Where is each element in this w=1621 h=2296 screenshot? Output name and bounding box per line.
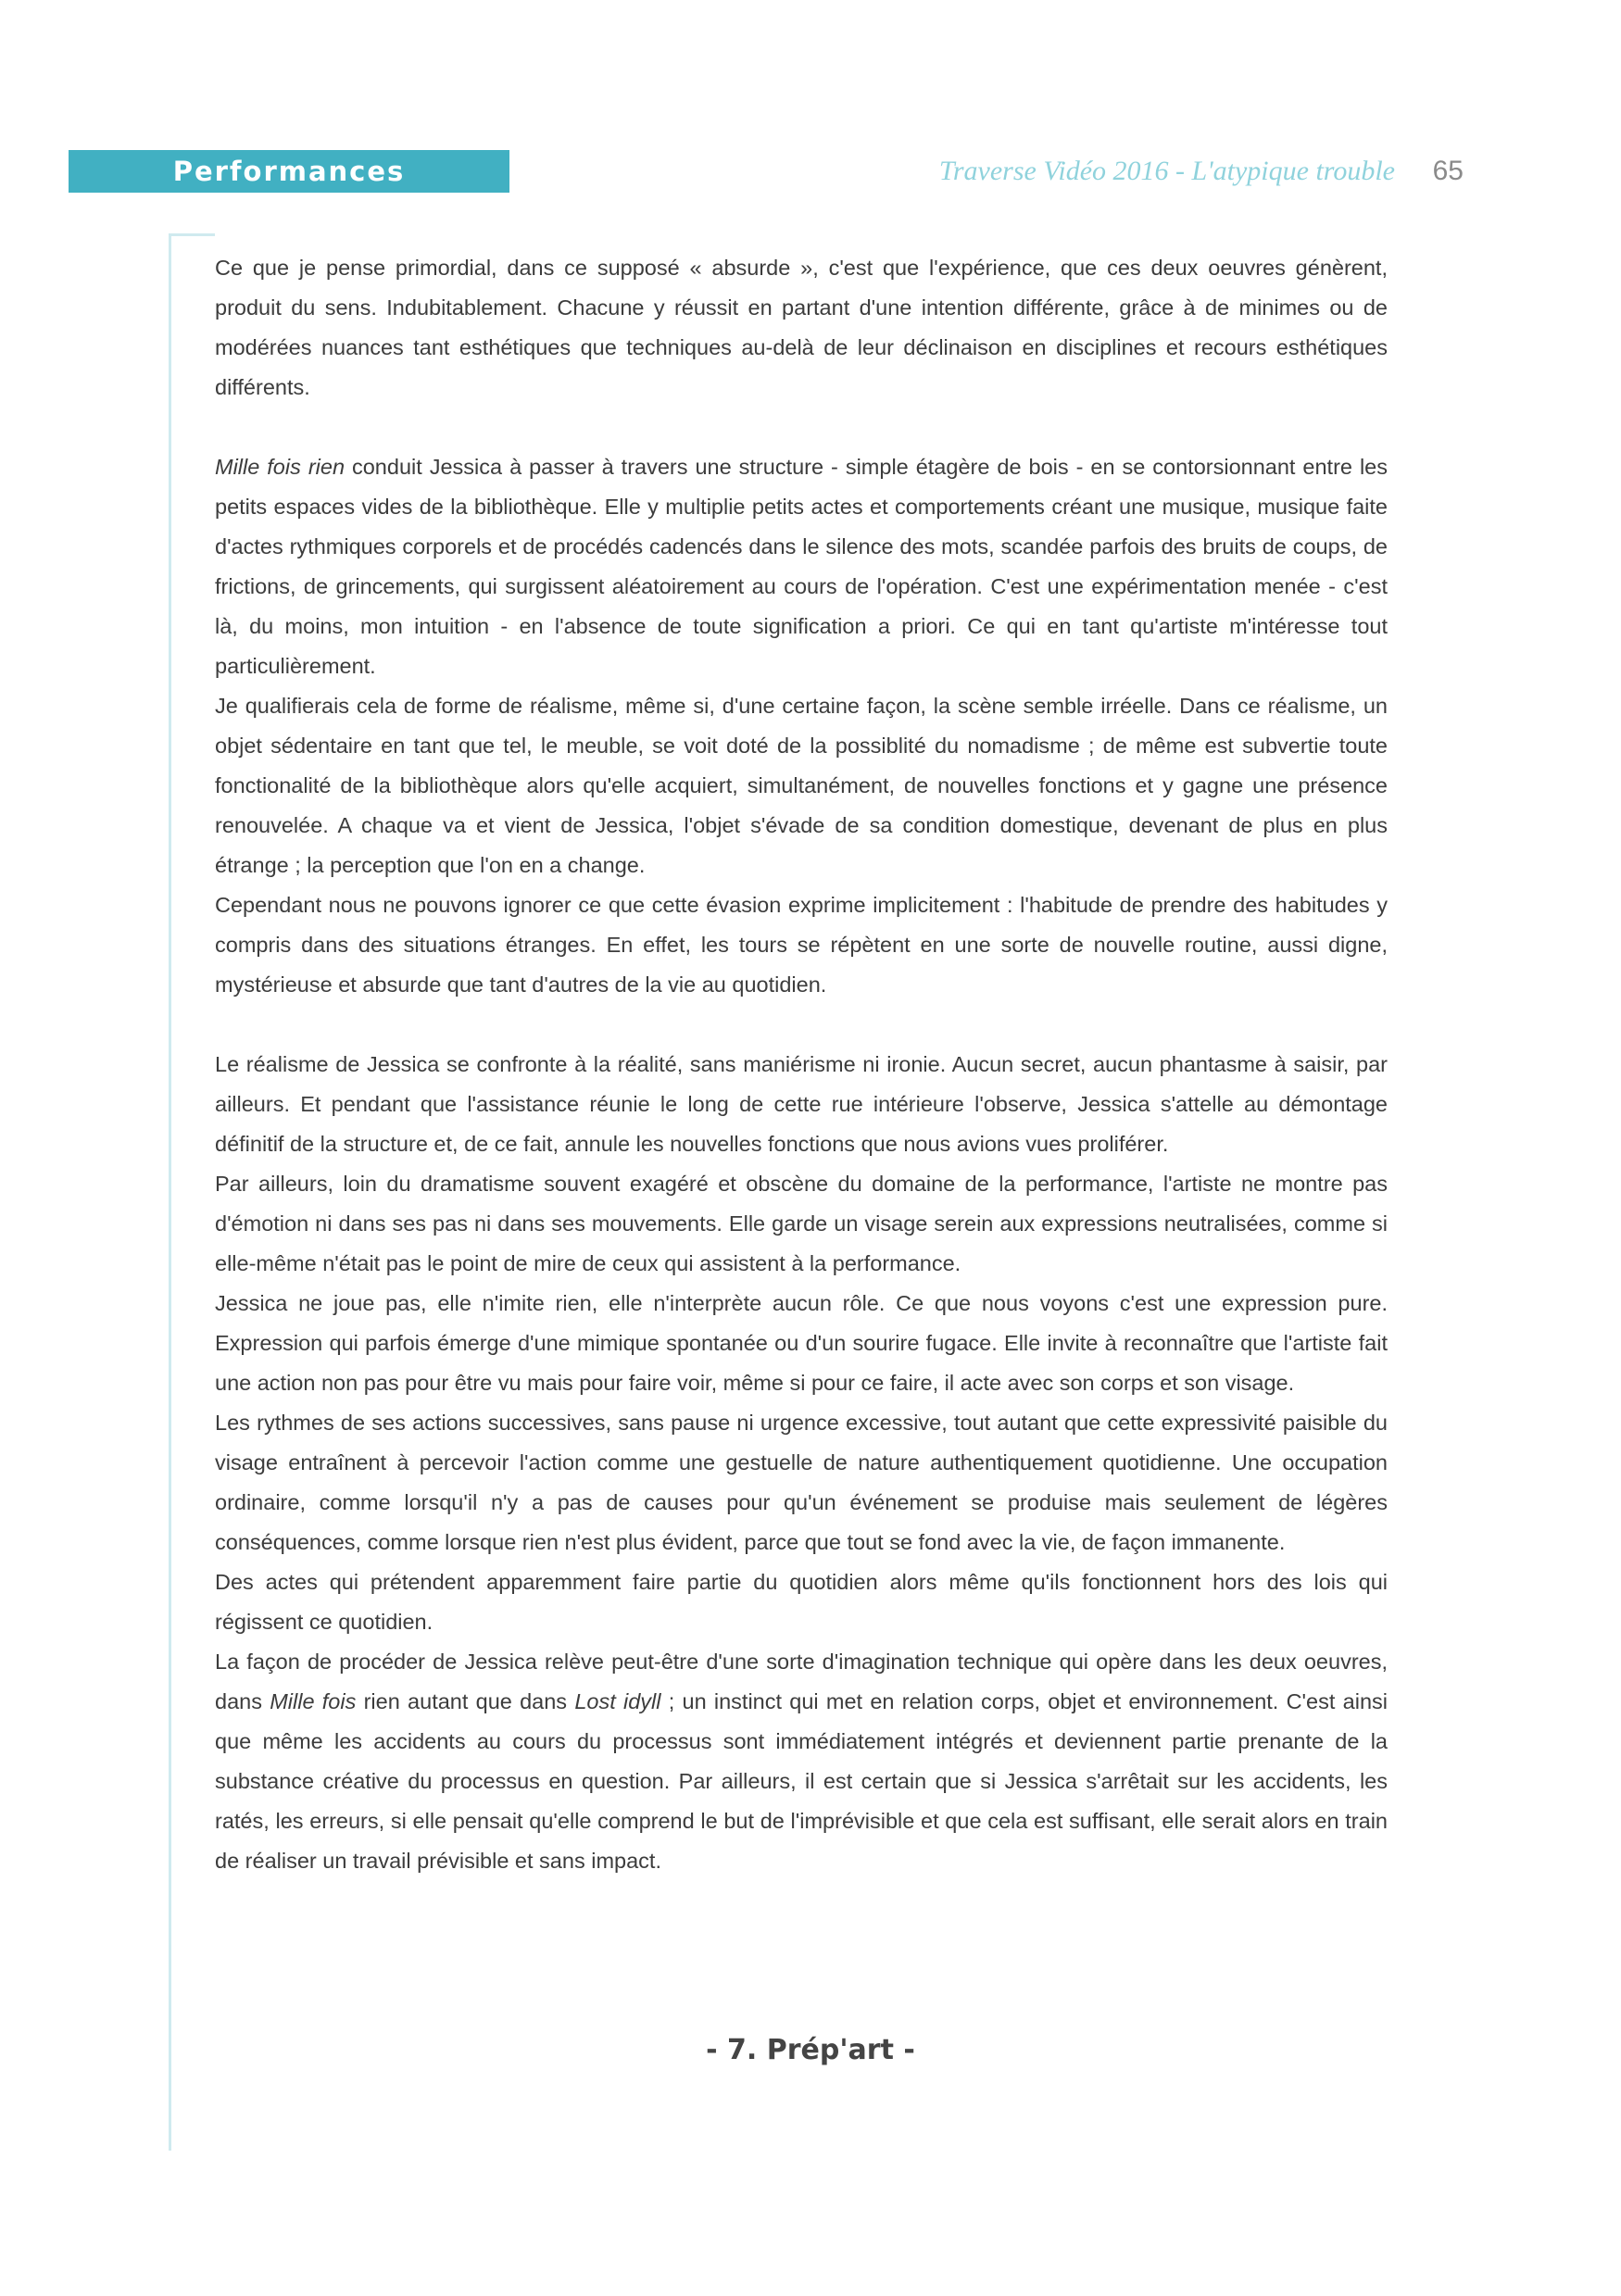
- side-rule: [169, 233, 171, 2151]
- paragraph-4: Cependant nous ne pouvons ignorer ce que cette évasion exprime implicitement : l'habitude de prendre des habitudes y compris dans des situations étranges. En effet, les tours se répètent en une sorte de nouvelle routine, aussi digne, mystérieuse et absurde que tant d'autres de la vie au quotidien.: [215, 893, 1388, 997]
- page-number: 65: [1432, 156, 1464, 186]
- paragraph-9: Des actes qui prétendent apparemment faire partie du quotidien alors même qu'ils fonctionnent hors des lois qui régissent ce quotidien.: [215, 1570, 1388, 1634]
- paragraph-1: Ce que je pense primordial, dans ce supposé « absurde », c'est que l'expérience, que ces deux oeuvres génèrent, produit du sens. Indubitablement. Chacune y réussit en partant d'une intention différente, grâce à de minimes ou de modérées nuances tant esthétiques que techniques au-delà de leur déclinaison en disciplines et recours esthétiques différents.: [215, 256, 1388, 399]
- paragraph-7: Jessica ne joue pas, elle n'imite rien, elle n'interprète aucun rôle. Ce que nous voyons c'est une expression pure. Expression qui parfois émerge d'une mimique spontanée ou d'un sourire fugace. Elle invite à reconnaître que l'artiste fait une action non pas pour être vu mais pour faire voir, même si pour ce faire, il acte avec son corps et son visage.: [215, 1291, 1388, 1395]
- paragraph-5: Le réalisme de Jessica se confronte à la réalité, sans maniérisme ni ironie. Aucun secret, aucun phantasme à saisir, par ailleurs. Et pendant que l'assistance réunie le long de cette rue intérieure l'observe, Jessica s'attelle au démontage définitif de la structure et, de ce fait, annule les nouvelles fonctions que nous avions vues proliférer.: [215, 1052, 1388, 1156]
- paragraph-10: [215, 1642, 1388, 1881]
- article-body: [215, 248, 1388, 1881]
- paragraph-10-text-c: ; un instinct qui met en relation corps, objet et environnement. C'est ainsi que même les accidents au cours du processus sont immédiatement intégrés et deviennent partie prenante de la substance créative du processus en question. Par ailleurs, il est certain que si Jessica s'arrêtait sur les accidents, les ratés, les erreurs, si elle pensait qu'elle comprend le but de l'imprévisible et que cela est suffisant, elle serait alors en train de réaliser un travail prévisible et sans impact.: [215, 1689, 1388, 1873]
- paragraph-8: Les rythmes de ses actions successives, sans pause ni urgence excessive, tout autant que cette expressivité paisible du visage entraînent à percevoir l'action comme une gestuelle de nature authentiquement quotidienne. Une occupation ordinaire, comme lorsqu'il n'y a pas de causes pour qu'un événement se produise mais seulement de légères conséquences, comme lorsque rien n'est plus évident, parce que tout se fond avec la vie, de façon immanente.: [215, 1411, 1388, 1554]
- page-header: [0, 0, 1621, 199]
- section-tab: Performances: [69, 150, 509, 193]
- paragraph-10-text-a: La façon de procéder de Jessica relève peut-être d'une sorte d'imagination technique qui opère dans les deux oeuvres, dans: [215, 1650, 1388, 1713]
- paragraph-2: [215, 447, 1388, 686]
- paragraph-3: Je qualifierais cela de forme de réalisme, même si, d'une certaine façon, la scène semble irréelle. Dans ce réalisme, un objet sédentaire en tant que tel, le meuble, se voit doté de la possiblité du nomadisme ; de même est subvertie toute fonctionalité de la bibliothèque alors qu'elle acquiert, simultanément, de nouvelles fonctions et y gagne une présence renouvelée. A chaque va et vient de Jessica, l'objet s'évade de sa condition domestique, devenant de plus en plus étrange ; la perception que l'on en a change.: [215, 694, 1388, 877]
- work-title-mille-fois-rien: Mille fois rien: [215, 455, 346, 479]
- footer-title: - 7. Prép'art -: [706, 2034, 915, 2066]
- paragraph-10-text-b: rien autant que dans: [356, 1689, 575, 1713]
- work-title-lost-idyll: Lost idyll: [574, 1689, 661, 1713]
- side-rule-top: [169, 233, 215, 236]
- paragraph-2-text: conduit Jessica à passer à travers une structure - simple étagère de bois - en se contorsionnant entre les petits espaces vides de la bibliothèque. Elle y multiplie petits actes et comportements créant une musique, musique faite d'actes rythmiques corporels et de procédés cadencés dans le silence des mots, scandée parfois des bruits de coups, de frictions, de grincements, qui surgissent aléatoirement au cours de l'opération. C'est une expérimentation menée - c'est là, du moins, mon intuition - en l'absence de toute signification a priori. Ce qui en tant qu'artiste m'intéresse tout particulièrement.: [215, 455, 1388, 678]
- paragraph-6: Par ailleurs, loin du dramatisme souvent exagéré et obscène du domaine de la performance, l'artiste ne montre pas d'émotion ni dans ses pas ni dans ses mouvements. Elle garde un visage serein aux expressions neutralisées, comme si elle-même n'était pas le point de mire de ceux qui assistent à la performance.: [215, 1172, 1388, 1275]
- work-title-mille-fois: Mille fois: [270, 1689, 357, 1713]
- running-title: Traverse Vidéo 2016 - L'atypique trouble: [938, 156, 1395, 186]
